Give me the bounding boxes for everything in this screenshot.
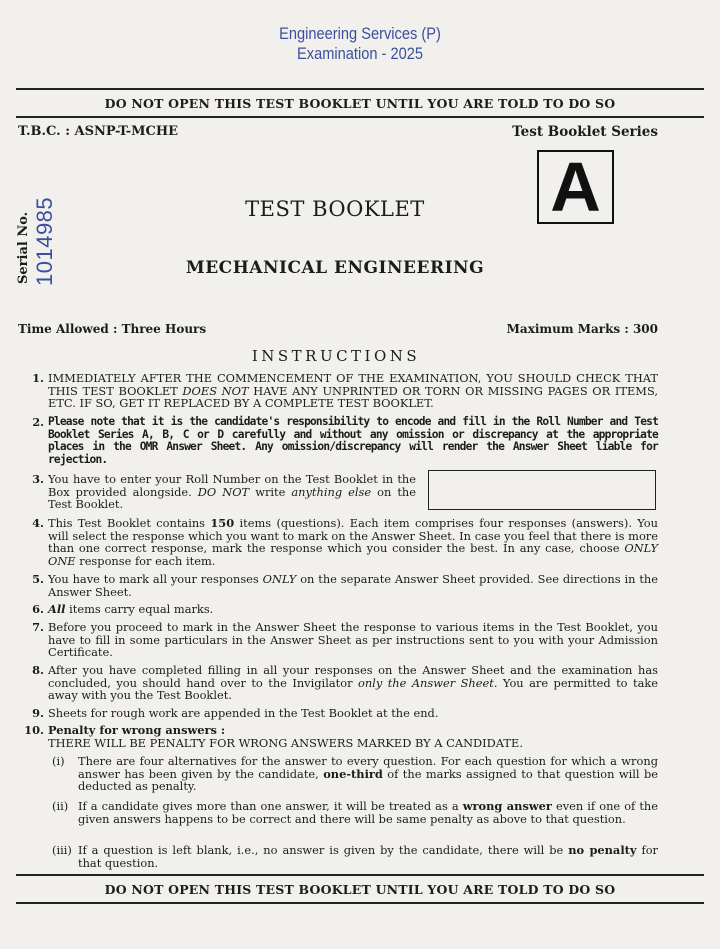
top-rule bbox=[16, 88, 704, 90]
instruction-6: 6. All items carry equal marks. bbox=[32, 602, 214, 616]
instruction-2: 2. Please note that it is the candidate's responsibility to encode and fill in the Roll Number and Test Booklet Series A, B, C or D carefully and without any omission or discrepancy at the appropriate places in the OMR Answer Sheet. Any omission/discrepancy will render the Answer Sheet liable for rejection. bbox=[32, 415, 658, 466]
stamp-line-2: Examination - 2025 bbox=[297, 44, 423, 63]
instruction-9: 9. Sheets for rough work are appended in the Test Booklet at the end. bbox=[32, 706, 439, 720]
instruction-5: 5. You have to mark all your responses ONLY on the separate Answer Sheet provided. See directions in the Answer Sheet. bbox=[32, 572, 658, 599]
instructions-heading: INSTRUCTIONS bbox=[251, 347, 421, 365]
instruction-7: 7. Before you proceed to mark in the Answer Sheet the response to various items in the Test Booklet, you have to fill in some particulars in the Answer Sheet as per instructions sent to you with your Admission Certificate. bbox=[32, 620, 658, 660]
maximum-marks: Maximum Marks : 300 bbox=[506, 322, 658, 336]
instruction-3: 3. You have to enter your Roll Number on the Test Booklet in the Box provided alongside. DO NOT write anything else on the Test Booklet. bbox=[32, 472, 417, 512]
series-letter: A bbox=[550, 148, 601, 226]
booklet-title: TEST BOOKLET bbox=[245, 197, 425, 221]
top-warning: DO NOT OPEN THIS TEST BOOKLET UNTIL YOU ARE TOLD TO DO SO bbox=[104, 96, 616, 111]
stamp-line-1: Engineering Services (P) bbox=[279, 24, 441, 43]
roll-number-box[interactable] bbox=[428, 470, 656, 510]
bottom-rule-2 bbox=[16, 902, 704, 904]
penalty-item-1: (i) There are four alternatives for the answer to every question. For each question for which a wrong answer has been given by the candidate, one-third of the marks assigned to that question will be deducted as penalty. bbox=[52, 754, 658, 794]
exam-stamp bbox=[50, 24, 669, 64]
series-letter-box bbox=[537, 150, 614, 224]
instruction-8: 8. After you have completed filling in all your responses on the Answer Sheet and the examination has concluded, you should hand over to the Invigilator only the Answer Sheet. You are permitted to take away with you the Test Booklet. bbox=[32, 663, 659, 703]
subject-title: MECHANICAL ENGINEERING bbox=[185, 258, 485, 278]
instruction-4: 4. This Test Booklet contains 150 items (questions). Each item comprises four responses (answers). You will select the response which you want to mark on the Answer Sheet. In case you feel that there is more than one correct response, mark the response which you consider the best. In any case, choose ONLY ONE response for each item. bbox=[32, 516, 659, 568]
penalty-statement: THERE WILL BE PENALTY FOR WRONG ANSWERS MARKED BY A CANDIDATE. bbox=[48, 735, 523, 750]
bottom-warning: DO NOT OPEN THIS TEST BOOKLET UNTIL YOU ARE TOLD TO DO SO bbox=[104, 882, 616, 897]
instruction-1: 1. IMMEDIATELY AFTER THE COMMENCEMENT OF THE EXAMINATION, YOU SHOULD CHECK THAT THIS TEST BOOKLET DOES NOT HAVE ANY UNPRINTED OR TORN OR MISSING PAGES OR ITEMS, ETC. IF SO, GET IT REPLACED BY A COMPLETE TEST BOOKLET. bbox=[32, 371, 658, 411]
penalty-item-3: (iii) If a question is left blank, i.e., no answer is given by the candidate, there will be no penalty for that question. bbox=[52, 843, 659, 870]
instruction-10: 10. Penalty for wrong answers : THERE WILL BE PENALTY FOR WRONG ANSWERS MARKED BY A CANDIDATE. bbox=[18, 724, 658, 749]
series-label: Test Booklet Series bbox=[512, 124, 658, 140]
top-rule-2 bbox=[16, 116, 704, 118]
serial-label: Serial No. bbox=[16, 211, 31, 284]
bottom-rule bbox=[16, 874, 704, 876]
penalty-title: Penalty for wrong answers : bbox=[48, 723, 226, 737]
time-allowed: Time Allowed : Three Hours bbox=[18, 322, 207, 336]
tbc-code: T.B.C. : ASNP-T-MCHE bbox=[18, 124, 179, 139]
serial-number: 1014985 bbox=[32, 196, 57, 286]
penalty-item-2: (ii) If a candidate gives more than one answer, it will be treated as a wrong answer even if one of the given answers happens to be correct and there will be same penalty as above to that question. bbox=[52, 799, 658, 826]
